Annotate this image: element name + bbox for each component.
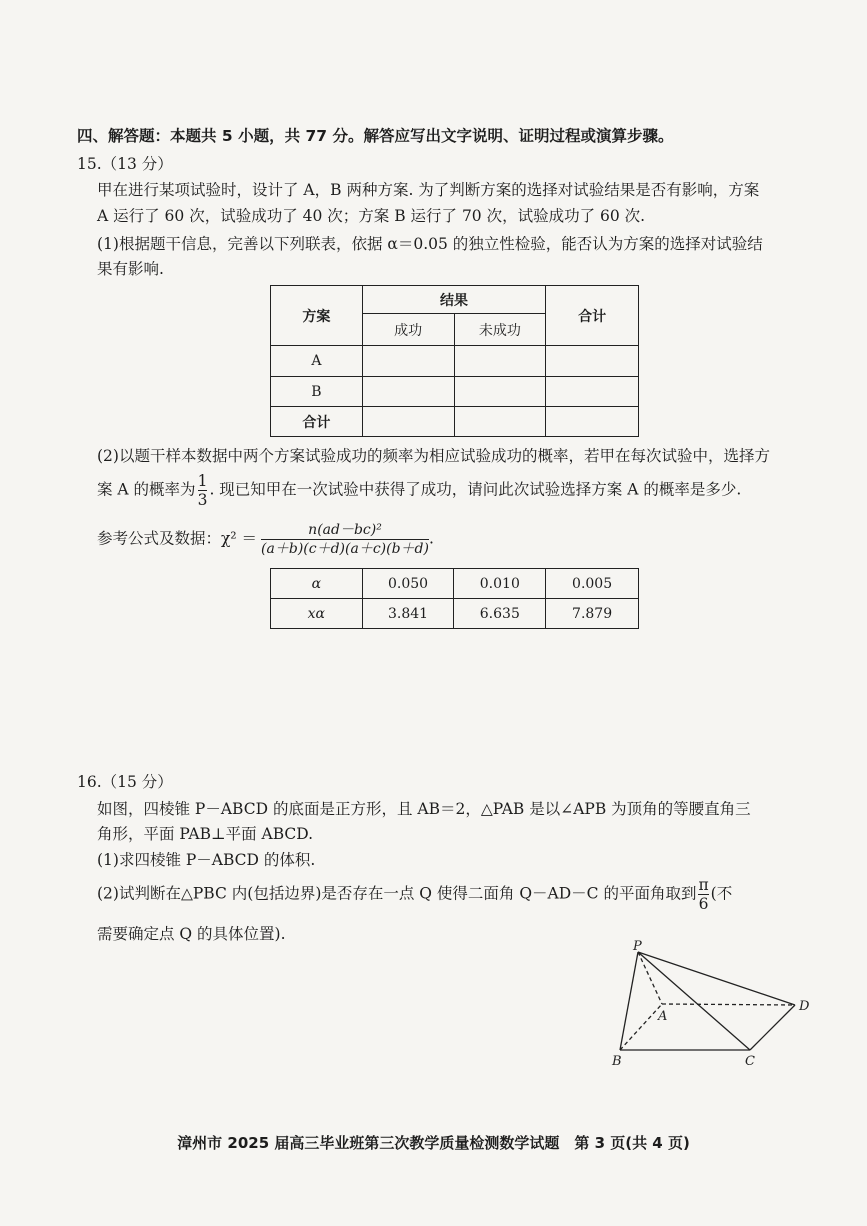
x-alpha-value: 7.879: [546, 599, 639, 629]
table-cell: [546, 377, 639, 407]
edge-pb: [620, 952, 638, 1050]
q16-intro-line1: 如图，四棱锥 P－ABCD 的底面是正方形，且 AB＝2，△PAB 是以∠APB 为顶角的等腰直角三: [97, 800, 751, 818]
q15-points: （13 分）: [101, 155, 173, 173]
fraction-denominator: 6: [698, 895, 709, 913]
table-cell: [362, 407, 454, 437]
alpha-label: α: [271, 569, 363, 599]
x-alpha-value: 3.841: [362, 599, 454, 629]
section-heading: 四、解答题：本题共 5 小题，共 77 分。解答应写出文字说明、证明过程或演算步骤。: [77, 127, 674, 145]
reference-formula: [97, 521, 434, 558]
q15-fraction: [198, 472, 208, 509]
q16-fraction: [698, 876, 708, 913]
contingency-table: [270, 285, 639, 437]
q16-number: 16.: [77, 773, 102, 791]
formula-fraction: [261, 521, 429, 558]
fraction-denominator: 3: [197, 491, 208, 509]
row-total-label: 合计: [271, 407, 363, 437]
q15-intro-line1: 甲在进行某项试验时，设计了 A，B 两种方案. 为了判断方案的选择对试验结果是否有影响，方案: [97, 181, 760, 199]
q15-intro-line2: A 运行了 60 次，试验成功了 40 次；方案 B 运行了 70 次，试验成功了 60 次.: [97, 207, 646, 225]
alpha-value: 0.005: [546, 569, 639, 599]
label-d: D: [799, 999, 810, 1014]
pyramid-figure: [600, 940, 820, 1075]
q15-part1-line1: (1)根据题干信息，完善以下列联表，依据 α＝0.05 的独立性检验，能否认为方案的选择对试验结: [97, 235, 763, 253]
formula-label: 参考公式及数据：χ² ＝: [97, 529, 258, 548]
q16-part2-line2: 需要确定点 Q 的具体位置).: [97, 925, 286, 943]
sub-success-header: 成功: [362, 314, 454, 346]
edge-ab-hidden: [620, 1004, 662, 1050]
table-cell: [362, 346, 454, 377]
q15-part2-line2: [97, 472, 741, 509]
edge-ad-hidden: [662, 1004, 795, 1005]
label-p: P: [633, 940, 642, 954]
q16-part2-line1: [97, 876, 732, 913]
col-result-header: 结果: [362, 286, 546, 314]
col-total-header: 合计: [546, 286, 639, 346]
formula-numerator: n(ad－bc)²: [308, 522, 382, 538]
q16-part1: (1)求四棱锥 P－ABCD 的体积.: [97, 851, 316, 869]
q15-header: [77, 152, 173, 174]
row-a-label: A: [271, 346, 363, 377]
formula-denominator: (a＋b)(c＋d)(a＋c)(b＋d): [261, 541, 429, 557]
q16-part2-text-a: (2)试判断在△PBC 内(包括边界)是否存在一点 Q 使得二面角 Q－AD－C 的平面角取到: [97, 884, 697, 903]
label-b: B: [612, 1054, 622, 1069]
fraction-numerator: π: [698, 876, 709, 894]
edge-pd: [638, 952, 795, 1005]
q15-part2-text-a: 案 A 的概率为: [97, 480, 196, 499]
table-cell: [454, 407, 546, 437]
label-a: A: [658, 1009, 668, 1024]
table-cell: [454, 377, 546, 407]
sub-fail-header: 未成功: [454, 314, 546, 346]
table-cell: [362, 377, 454, 407]
edge-cd: [750, 1005, 795, 1050]
label-c: C: [745, 1054, 755, 1069]
edge-pa-hidden: [638, 952, 662, 1004]
q16-header: [77, 770, 173, 792]
table-cell: [454, 346, 546, 377]
q16-intro-line2: 角形，平面 PAB⊥平面 ABCD.: [97, 825, 314, 843]
alpha-value: 0.050: [362, 569, 454, 599]
q15-part2-line1: (2)以题干样本数据中两个方案试验成功的频率为相应试验成功的概率，若甲在每次试验中，选择方: [97, 447, 770, 465]
q15-number: 15.: [77, 155, 102, 173]
q16-part2-text-b: (不: [710, 884, 733, 903]
q15-part1-line2: 果有影响.: [97, 260, 164, 278]
table-cell: [546, 407, 639, 437]
page-footer: 漳州市 2025 届高三毕业班第三次教学质量检测数学试题 第 3 页(共 4 页): [177, 1134, 690, 1152]
formula-end: .: [428, 529, 434, 548]
x-alpha-value: 6.635: [454, 599, 546, 629]
col-scheme-header: 方案: [271, 286, 363, 346]
reference-table: [270, 568, 639, 629]
fraction-numerator: 1: [197, 472, 208, 490]
table-cell: [546, 346, 639, 377]
row-b-label: B: [271, 377, 363, 407]
alpha-value: 0.010: [454, 569, 546, 599]
q15-part2-text-b: . 现已知甲在一次试验中获得了成功，请问此次试验选择方案 A 的概率是多少.: [209, 480, 742, 499]
q16-points: （15 分）: [101, 773, 173, 791]
edge-pc: [638, 952, 750, 1050]
x-alpha-label: xα: [271, 599, 363, 629]
